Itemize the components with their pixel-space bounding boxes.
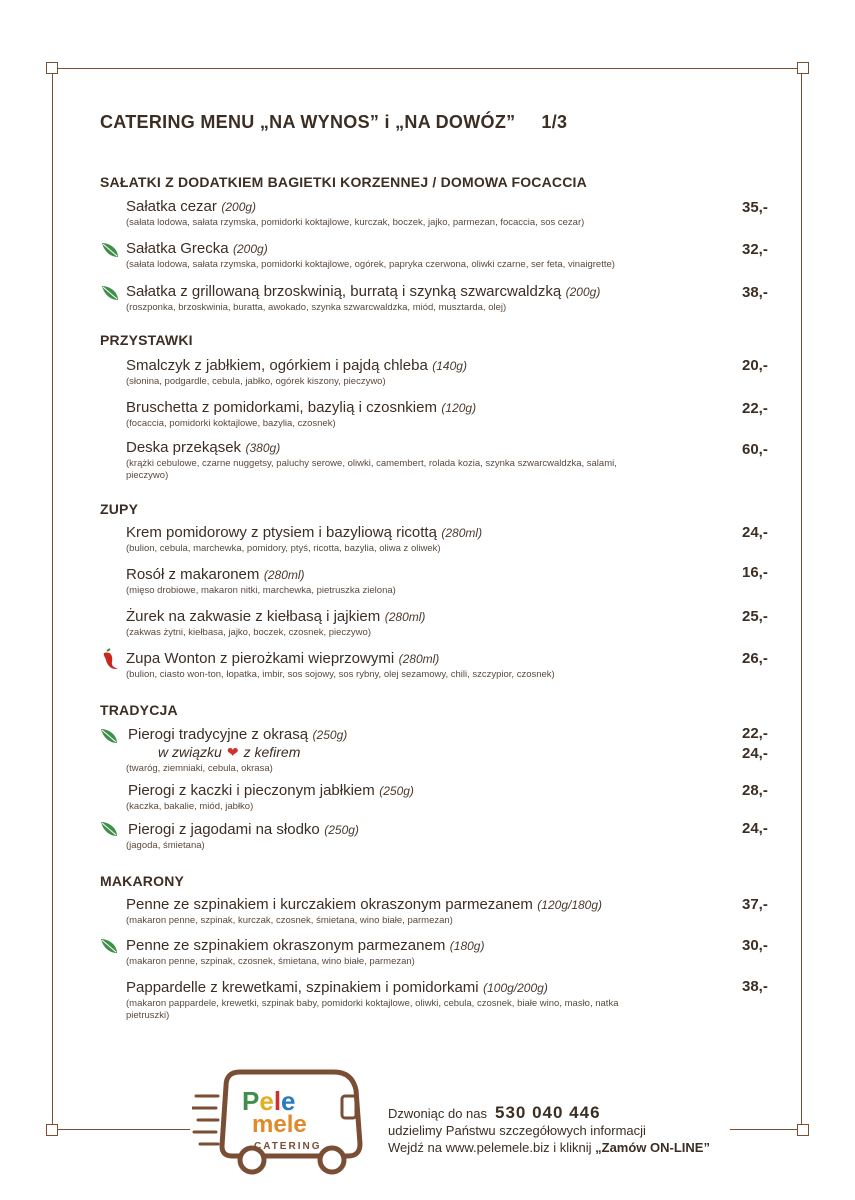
item-price: 32,- (742, 241, 768, 258)
leaf-icon (99, 820, 119, 838)
item-ingredients: (sałata lodowa, sałata rzymska, pomidorki koktajlowe, ogórek, papryka czerwona, oliwki czarne, ser feta, vinaigrette) (126, 259, 615, 270)
menu-item-brzoskwinia (126, 283, 786, 314)
phone-number[interactable]: 530 040 446 (495, 1103, 601, 1122)
menu-item-rosol (126, 566, 786, 597)
item-price: 38,- (742, 284, 768, 301)
section-tradycja: TRADYCJA (100, 702, 178, 718)
section-zupy: ZUPY (100, 501, 139, 517)
contact-line3: Wejdź na www.pelemele.biz i kliknij (388, 1140, 596, 1155)
item-price: 24,- (742, 524, 768, 541)
item-ingredients: (kaczka, bakalie, miód, jabłko) (126, 801, 254, 812)
item-weight: (250g) (379, 784, 414, 798)
menu-item-grecka (126, 240, 786, 271)
item-weight: (120g/180g) (537, 898, 603, 912)
heart-icon: ❤ (226, 744, 239, 760)
logo-letter: P (242, 1086, 260, 1116)
item-ingredients: (twaróg, ziemniaki, cebula, okrasa) (126, 763, 273, 774)
menu-item-bruschetta (126, 399, 786, 430)
variant-text-b: z kefirem (243, 744, 301, 760)
item-price: 38,- (742, 978, 768, 995)
item-price: 22,- (742, 725, 768, 742)
item-weight: (200g) (233, 242, 268, 256)
item-price: 30,- (742, 937, 768, 954)
title-text: CATERING MENU „NA WYNOS” i „NA DOWÓZ” (100, 112, 516, 132)
item-name: Deska przekąsek (126, 439, 242, 456)
section-makarony: MAKARONY (100, 873, 185, 889)
item-ingredients: (mięso drobiowe, makaron nitki, marchewka, pietruszka zielona) (126, 585, 396, 596)
logo-letter: e (259, 1086, 274, 1116)
item-ingredients: (bulion, cebula, marchewka, pomidory, ptyś, ricotta, bazylia, oliwa z oliwek) (126, 543, 441, 554)
item-ingredients: (jagoda, śmietana) (126, 840, 205, 851)
leaf-icon (100, 284, 120, 302)
item-name: Pappardelle z krewetkami, szpinakiem i pomidorkami (126, 979, 479, 996)
item-weight: (180g) (449, 939, 485, 953)
item-name: Pierogi z kaczki i pieczonym jabłkiem (128, 782, 375, 799)
item-name: Żurek na zakwasie z kiełbasą i jajkiem (126, 608, 381, 625)
contact-line2: udzielimy Państwu szczegółowych informacji (388, 1123, 646, 1138)
item-price: 24,- (742, 820, 768, 837)
item-name: Zupa Wonton z pierożkami wieprzowymi (126, 650, 395, 667)
leaf-icon (99, 727, 119, 745)
item-ingredients: (makaron pappardele, krewetki, szpinak baby, pomidorki koktajlowe, oliwki, cebula, czosnek, białe wino, masło, natka pietruszki) (126, 998, 619, 1021)
item-name: Sałatka Grecka (126, 240, 229, 257)
section-salatki: SAŁATKI Z DODATKIEM BAGIETKI KORZENNEJ / DOMOWA FOCACCIA (100, 174, 587, 190)
menu-item-pierogi-tradycyjne (126, 726, 786, 744)
item-name: Penne ze szpinakiem i kurczakiem okraszonym parmezanem (126, 896, 533, 913)
item-weight: (120g) (441, 401, 477, 415)
order-online-link[interactable]: „Zamów ON-LINE” (595, 1140, 710, 1155)
item-weight: (280ml) (263, 568, 305, 582)
contact-info (388, 1104, 710, 1156)
logo-letter: e (281, 1086, 296, 1116)
variant-text-a: w związku (158, 744, 222, 760)
item-weight: (280ml) (384, 610, 426, 624)
item-ingredients: (zakwas żytni, kiełbasa, jajko, boczek, czosnek, pieczywo) (126, 627, 371, 638)
item-name: Rosół z makaronem (126, 566, 260, 583)
page-title (100, 112, 567, 133)
menu-item-cezar (126, 198, 786, 229)
item-name: Sałatka cezar (126, 198, 217, 215)
item-price: 20,- (742, 357, 768, 374)
item-weight: (140g) (432, 359, 467, 373)
frame-corner (797, 1124, 809, 1136)
logo-letter: l (273, 1086, 282, 1116)
item-name: Smalczyk z jabłkiem, ogórkiem i pajdą chleba (126, 357, 428, 374)
item-weight: (200g) (565, 285, 601, 299)
frame-corner (46, 62, 58, 74)
item-name: Bruschetta z pomidorkami, bazylią i czosnkiem (126, 399, 437, 416)
item-ingredients: (focaccia, pomidorki koktajlowe, bazylia, czosnek) (126, 418, 336, 429)
menu-item-penne-kurczak (126, 896, 786, 927)
item-ingredients: (krążki cebulowe, czarne nuggetsy, paluchy serowe, oliwki, camembert, rolada kozia, szynka szwarcwaldzka, salami, pieczywo) (126, 458, 617, 481)
menu-item-smalczyk (126, 357, 786, 388)
item-price: 25,- (742, 608, 768, 625)
item-name: Penne ze szpinakiem okraszonym parmezanem (126, 937, 446, 954)
item-price-variant: 24,- (742, 745, 768, 762)
item-price: 16,- (742, 564, 768, 581)
item-variant (158, 744, 300, 761)
menu-item-penne (126, 937, 786, 968)
chili-icon (99, 648, 121, 670)
item-ingredients: (makaron penne, szpinak, kurczak, czosnek, śmietana, wino białe, parmezan) (126, 915, 453, 926)
item-weight: (250g) (312, 728, 348, 742)
pelemele-logo (192, 1066, 368, 1176)
leaf-icon (99, 937, 119, 955)
page-number: 1/3 (541, 112, 568, 132)
item-weight: (280ml) (441, 526, 483, 540)
item-ingredients: (słonina, podgardle, cebula, jabłko, ogórek kiszony, pieczywo) (126, 376, 386, 387)
menu-item-deska (126, 439, 786, 482)
item-ingredients: (makaron penne, szpinak, czosnek, śmietana, wino białe, parmezan) (126, 956, 415, 967)
logo-text-catering: CATERING (254, 1141, 322, 1152)
item-price: 37,- (742, 896, 768, 913)
item-ingredients: (bulion, ciasto won-ton, łopatka, imbir, sos sojowy, sos rybny, olej sezamowy, chili, szczypior, czosnek) (126, 669, 555, 680)
contact-line1: Dzwoniąc do nas (388, 1106, 487, 1121)
logo-text-mele: mele (252, 1111, 307, 1138)
item-name: Sałatka z grillowaną brzoskwinią, burratą i szynką szwarcwaldzką (126, 283, 562, 300)
item-ingredients-wrap (126, 762, 786, 775)
leaf-icon (100, 241, 120, 259)
menu-item-wonton (126, 650, 786, 681)
menu-item-pierogi-kaczka (126, 782, 786, 813)
item-weight: (380g) (245, 441, 281, 455)
item-ingredients: (sałata lodowa, sałata rzymska, pomidorki koktajlowe, kurczak, boczek, jajko, parmezan, focaccia, sos cezar) (126, 217, 585, 228)
item-weight: (200g) (221, 200, 257, 214)
item-ingredients: (roszponka, brzoskwinia, buratta, awokado, szynka szwarcwaldzka, miód, musztarda, olej) (126, 302, 507, 313)
item-name: Pierogi tradycyjne z okrasą (128, 726, 309, 743)
item-price: 60,- (742, 441, 768, 458)
menu-item-krem (126, 524, 786, 555)
item-price: 22,- (742, 400, 768, 417)
item-price: 28,- (742, 782, 768, 799)
item-price: 26,- (742, 650, 768, 667)
item-name: Krem pomidorowy z ptysiem i bazyliową ricottą (126, 524, 437, 541)
section-przystawki: PRZYSTAWKI (100, 332, 193, 348)
item-weight: (280ml) (398, 652, 440, 666)
item-name: Pierogi z jagodami na słodko (128, 821, 320, 838)
item-weight: (100g/200g) (483, 981, 548, 995)
frame-corner (797, 62, 809, 74)
item-weight: (250g) (324, 823, 359, 837)
item-price: 35,- (742, 199, 768, 216)
menu-item-pappardelle (126, 979, 786, 1022)
menu-item-pierogi-jagody (126, 821, 786, 852)
frame-corner (46, 1124, 58, 1136)
menu-item-zurek (126, 608, 786, 639)
